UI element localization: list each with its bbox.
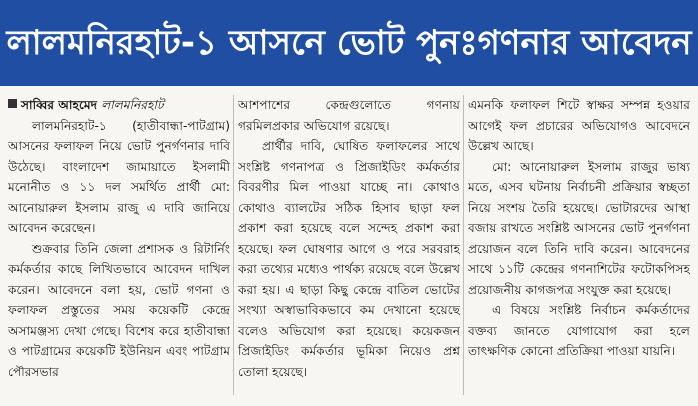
byline-square-icon — [8, 99, 17, 108]
column-divider — [463, 95, 464, 395]
column-3 — [468, 95, 690, 400]
paragraph: মো: আনোয়ারুল ইসলাম রাজুর ভাষ্য মতে, এসব ঘটনায় নির্বাচনী প্রক্রিয়ার স্বচ্ছতা নিয়ে সংশয় তৈরি হয়েছে। ভোটারদের আস্থা বজায় রাখতে সংশ্লিষ্ট আসনের ভোট পুনর্গণনা প্রয়োজন বলে তিনি দাবি করেন। আবেদনের সাথে ১১টি কেন্দ্রের গণনাশিটের ফটোকপিসহ প্রয়োজনীয় কাগজপত্র সংযুক্ত করা হয়েছে। — [468, 159, 690, 297]
paragraph: এমনকি ফলাফল শিটে স্বাক্ষর সম্পন্ন হওয়ার আগেই ফল প্রচারের অভিযোগও আবেদনে উল্লেখ আছে। — [468, 98, 690, 153]
column-divider — [233, 95, 234, 395]
paragraph: শুক্রবার তিনি জেলা প্রশাসক ও রিটার্নিং কর্মকর্তার কাছে লিখিতভাবে আবেদন দাখিল করেন। আবেদনে বলা হয়, ভোট গণনা ও ফলাফল প্রস্তুতের সময় কয়েকটি কেন্দ্রে অসামঞ্জস্য দেখা গেছে। বিশেষ করে হাতীবান্ধা ও পাটগ্রামের কয়েকটি ইউনিয়ন এবং পাটগ্রাম পৌরসভার — [8, 241, 230, 379]
byline-author: সাব্বির আহমেদ — [21, 98, 98, 112]
byline — [8, 95, 230, 116]
paragraph: আশপাশের কেন্দ্রগুলোতে গণনায় গরমিলপ্রকার অভিযোগ রয়েছে। — [238, 98, 460, 133]
headline: লালমনিরহাট-১ আসনে ভোট পুনঃগণনার আবেদন — [0, 0, 698, 86]
paragraph: লালমনিরহাট-১ (হাতীবান্ধা-পাটগ্রাম) আসনের ফলাফল নিয়ে ভোট পুনর্গণনার দাবি উঠেছে। বাংলাদেশ জামায়াতে ইসলামী মনোনীত ও ১১ দল সমর্থিত প্রার্থী মো: আনোয়ারুল ইসলাম রাজু এ দাবি জানিয়ে আবেদন করেছেন। — [8, 118, 230, 235]
paragraph: এ বিষয়ে সংশ্লিষ্ট নির্বাচন কর্মকর্তাদের বক্তব্য জানতে যোগাযোগ করা হলে তাৎক্ষণিক কোনো প্রতিক্রিয়া পাওয়া যায়নি। — [468, 303, 690, 358]
column-2 — [238, 95, 460, 400]
byline-place: লালমনিরহাট — [101, 98, 164, 112]
column-1 — [8, 95, 230, 400]
paragraph: প্রার্থীর দাবি, ঘোষিত ফলাফলের সাথে সংশ্লিষ্ট গণনাপত্র ও প্রিজাইডিং কর্মকর্তার বিবরণীর মিল পাওয়া যাচ্ছে না। কোথাও কোথাও ব্যালটের সঠিক হিসাব ছাড়া ফল প্রকাশ করা হয়েছে বলে সন্দেহ প্রকাশ করা হয়েছে। ফল ঘোষণার আগে ও পরে সরবরাহ করা তথ্যের মধ্যেও পার্থক্য রয়েছে বলে উল্লেখ করা হয়। এ ছাড়া কিছু কেন্দ্রে বাতিল ভোটের সংখ্যা অস্বাভাবিকভাবে কম দেখানো হয়েছে বলেও অভিযোগ করা হয়েছে। কয়েকজন প্রিজাইডিং কর্মকর্তার ভূমিকা নিয়েও প্রশ্ন তোলা হয়েছে। — [238, 139, 460, 379]
